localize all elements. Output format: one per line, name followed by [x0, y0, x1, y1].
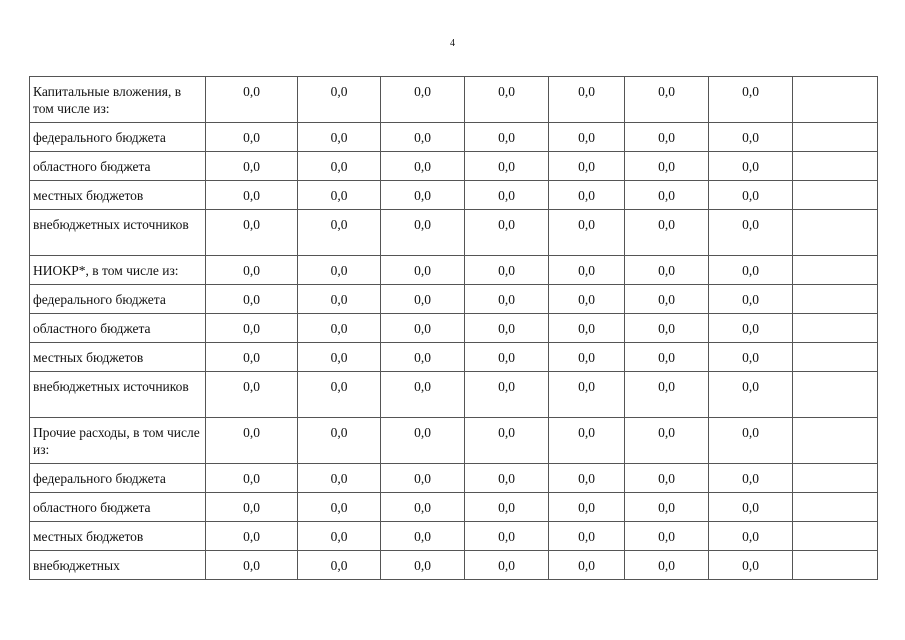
table-cell: 0,0 [298, 418, 381, 464]
table-cell: 0,0 [709, 210, 793, 256]
table-cell [793, 522, 878, 551]
table-cell: 0,0 [709, 181, 793, 210]
table-row [30, 522, 878, 551]
table-cell: 0,0 [549, 522, 625, 551]
table-cell: 0,0 [549, 493, 625, 522]
table-cell: 0,0 [381, 493, 465, 522]
table-cell: 0,0 [381, 152, 465, 181]
table-row [30, 285, 878, 314]
table-cell: 0,0 [298, 464, 381, 493]
table-cell: 0,0 [709, 372, 793, 418]
table-cell: 0,0 [465, 464, 549, 493]
table-row [30, 152, 878, 181]
row-label: областного бюджета [30, 152, 206, 181]
budget-table-body [30, 77, 878, 580]
table-cell: 0,0 [381, 464, 465, 493]
table-row [30, 210, 878, 256]
table-cell: 0,0 [381, 181, 465, 210]
table-cell: 0,0 [549, 152, 625, 181]
table-cell: 0,0 [206, 493, 298, 522]
table-cell: 0,0 [625, 314, 709, 343]
table-cell: 0,0 [549, 181, 625, 210]
table-cell: 0,0 [381, 285, 465, 314]
table-cell: 0,0 [709, 464, 793, 493]
table-row [30, 123, 878, 152]
table-cell: 0,0 [381, 372, 465, 418]
table-cell: 0,0 [709, 77, 793, 123]
table-cell [793, 256, 878, 285]
table-row [30, 343, 878, 372]
table-cell: 0,0 [381, 314, 465, 343]
table-cell: 0,0 [549, 418, 625, 464]
table-cell: 0,0 [206, 343, 298, 372]
table-row [30, 493, 878, 522]
table-cell [793, 123, 878, 152]
table-cell: 0,0 [709, 152, 793, 181]
row-label: местных бюджетов [30, 181, 206, 210]
row-label: областного бюджета [30, 493, 206, 522]
table-cell [793, 314, 878, 343]
table-cell: 0,0 [465, 522, 549, 551]
row-label: внебюджетных источников [30, 210, 206, 256]
table-cell: 0,0 [465, 551, 549, 580]
table-row [30, 314, 878, 343]
table-cell: 0,0 [465, 343, 549, 372]
table-cell: 0,0 [625, 152, 709, 181]
table-cell: 0,0 [625, 343, 709, 372]
table-cell: 0,0 [549, 285, 625, 314]
table-cell: 0,0 [625, 181, 709, 210]
table-cell [793, 181, 878, 210]
row-label: областного бюджета [30, 314, 206, 343]
table-row [30, 464, 878, 493]
row-label: Капитальные вложения, в том числе из: [30, 77, 206, 123]
table-cell: 0,0 [709, 493, 793, 522]
table-cell: 0,0 [465, 285, 549, 314]
table-cell: 0,0 [381, 522, 465, 551]
table-cell: 0,0 [625, 123, 709, 152]
table-cell: 0,0 [549, 256, 625, 285]
table-row [30, 77, 878, 123]
table-cell: 0,0 [709, 418, 793, 464]
table-cell: 0,0 [709, 256, 793, 285]
table-cell: 0,0 [298, 285, 381, 314]
table-cell: 0,0 [465, 493, 549, 522]
table-cell: 0,0 [625, 210, 709, 256]
table-cell: 0,0 [206, 77, 298, 123]
table-cell [793, 77, 878, 123]
table-cell: 0,0 [549, 123, 625, 152]
table-cell: 0,0 [549, 210, 625, 256]
table-cell: 0,0 [206, 464, 298, 493]
table-cell: 0,0 [465, 123, 549, 152]
table-cell: 0,0 [625, 285, 709, 314]
table-cell: 0,0 [549, 372, 625, 418]
table-cell: 0,0 [709, 285, 793, 314]
table-cell: 0,0 [625, 493, 709, 522]
table-cell: 0,0 [465, 256, 549, 285]
row-label: внебюджетных источников [30, 372, 206, 418]
table-cell: 0,0 [709, 522, 793, 551]
page-number: 4 [450, 38, 455, 49]
table-cell: 0,0 [381, 551, 465, 580]
table-row [30, 372, 878, 418]
table-cell: 0,0 [709, 343, 793, 372]
table-cell: 0,0 [298, 493, 381, 522]
table-cell: 0,0 [206, 152, 298, 181]
table-cell: 0,0 [709, 551, 793, 580]
table-cell: 0,0 [625, 418, 709, 464]
table-cell: 0,0 [381, 77, 465, 123]
table-row [30, 418, 878, 464]
budget-table [29, 76, 878, 580]
table-cell: 0,0 [298, 522, 381, 551]
table-cell: 0,0 [625, 256, 709, 285]
table-cell: 0,0 [465, 418, 549, 464]
row-label: Прочие расходы, в том числе из: [30, 418, 206, 464]
table-cell: 0,0 [206, 314, 298, 343]
table-cell [793, 152, 878, 181]
table-cell: 0,0 [549, 343, 625, 372]
table-cell: 0,0 [381, 123, 465, 152]
table-cell: 0,0 [206, 123, 298, 152]
table-cell: 0,0 [625, 522, 709, 551]
table-cell: 0,0 [298, 551, 381, 580]
table-cell: 0,0 [465, 372, 549, 418]
table-cell: 0,0 [206, 418, 298, 464]
table-cell: 0,0 [381, 210, 465, 256]
table-cell: 0,0 [298, 256, 381, 285]
table-cell: 0,0 [465, 77, 549, 123]
table-cell: 0,0 [465, 152, 549, 181]
table-cell [793, 418, 878, 464]
row-label: федерального бюджета [30, 123, 206, 152]
table-cell [793, 493, 878, 522]
row-label: местных бюджетов [30, 522, 206, 551]
table-cell: 0,0 [625, 464, 709, 493]
row-label: внебюджетных [30, 551, 206, 580]
table-cell [793, 210, 878, 256]
table-cell: 0,0 [381, 343, 465, 372]
table-cell [793, 372, 878, 418]
table-cell [793, 464, 878, 493]
table-cell: 0,0 [465, 210, 549, 256]
table-row [30, 551, 878, 580]
table-cell: 0,0 [298, 210, 381, 256]
table-cell: 0,0 [206, 522, 298, 551]
table-cell: 0,0 [549, 314, 625, 343]
row-label: местных бюджетов [30, 343, 206, 372]
table-cell: 0,0 [709, 123, 793, 152]
table-cell: 0,0 [465, 314, 549, 343]
table-cell: 0,0 [465, 181, 549, 210]
table-cell: 0,0 [206, 181, 298, 210]
table-cell: 0,0 [625, 372, 709, 418]
table-cell: 0,0 [206, 210, 298, 256]
table-cell: 0,0 [625, 77, 709, 123]
row-label: НИОКР*, в том числе из: [30, 256, 206, 285]
table-cell [793, 551, 878, 580]
table-cell: 0,0 [298, 181, 381, 210]
table-cell: 0,0 [298, 123, 381, 152]
table-cell: 0,0 [549, 77, 625, 123]
table-cell [793, 285, 878, 314]
table-cell: 0,0 [709, 314, 793, 343]
table-cell: 0,0 [298, 152, 381, 181]
row-label: федерального бюджета [30, 285, 206, 314]
row-label: федерального бюджета [30, 464, 206, 493]
table-row [30, 256, 878, 285]
table-cell: 0,0 [206, 285, 298, 314]
table-cell: 0,0 [549, 551, 625, 580]
table-cell: 0,0 [381, 256, 465, 285]
table-cell: 0,0 [298, 343, 381, 372]
table-cell: 0,0 [206, 256, 298, 285]
table-cell: 0,0 [206, 372, 298, 418]
table-cell: 0,0 [206, 551, 298, 580]
table-cell: 0,0 [381, 418, 465, 464]
table-cell: 0,0 [549, 464, 625, 493]
table-cell: 0,0 [298, 77, 381, 123]
table-cell [793, 343, 878, 372]
table-cell: 0,0 [625, 551, 709, 580]
table-cell: 0,0 [298, 372, 381, 418]
table-cell: 0,0 [298, 314, 381, 343]
table-row [30, 181, 878, 210]
